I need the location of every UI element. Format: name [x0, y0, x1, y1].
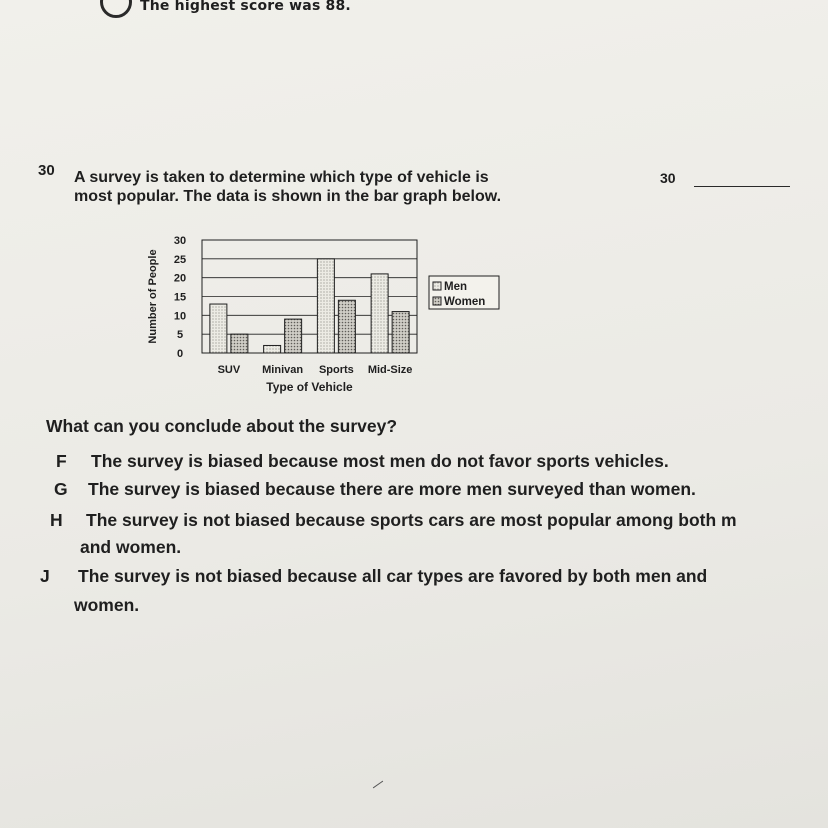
- option-text: The survey is biased because most men do not favor sports vehicles.: [91, 451, 669, 471]
- x-tick-label: Sports: [318, 364, 354, 376]
- question-line-1: A survey is taken to determine which type of vehicle is: [74, 169, 489, 186]
- option-letter: F: [56, 451, 67, 471]
- bar-minivan-men: [264, 345, 281, 353]
- y-tick-label: 5: [176, 329, 184, 342]
- bar-sports-women: [338, 300, 355, 353]
- legend-swatch: [433, 297, 441, 305]
- bar-sports-men: [317, 259, 334, 353]
- question-number: 30: [38, 162, 55, 179]
- question-text: [74, 168, 594, 206]
- option-text-cont: and women.: [80, 537, 182, 557]
- bar-suv-women: [231, 334, 248, 353]
- option-letter: J: [40, 566, 50, 586]
- y-tick-label: 25: [173, 253, 187, 266]
- option-text: The survey is biased because there are more men surveyed than women.: [88, 479, 696, 499]
- previous-answer-text: The highest score was 88.: [140, 0, 351, 14]
- y-axis-label: Number of People: [147, 249, 159, 344]
- pencil-mark: [373, 781, 383, 789]
- answer-circle: [100, 0, 132, 18]
- x-tick-label: SUV: [217, 364, 241, 376]
- y-tick-label: 30: [173, 235, 187, 247]
- question-prompt: What can you conclude about the survey?: [46, 416, 398, 436]
- vehicle-bar-chart: [140, 228, 520, 408]
- option-text-cont: women.: [74, 595, 140, 615]
- option-text: The survey is not biased because all car types are favored by both men and: [78, 566, 708, 586]
- option-letter: G: [54, 479, 68, 499]
- x-axis-label: Type of Vehicle: [266, 380, 353, 394]
- bar-minivan-women: [285, 319, 302, 353]
- bar-mid-size-women: [392, 312, 409, 353]
- bar-mid-size-men: [371, 274, 388, 353]
- y-tick-label: 15: [173, 291, 187, 304]
- answer-blank-line[interactable]: [694, 186, 790, 187]
- y-tick-label: 20: [173, 272, 187, 285]
- legend-label: Women: [444, 296, 486, 308]
- option-letter: H: [50, 510, 63, 530]
- option-text: The survey is not biased because sports cars are most popular among both m: [86, 510, 737, 530]
- y-tick-label: 0: [176, 348, 184, 360]
- x-tick-label: Mid-Size: [367, 364, 413, 376]
- y-tick-label: 10: [173, 310, 187, 323]
- x-tick-label: Minivan: [262, 364, 304, 376]
- legend-label: Men: [444, 281, 467, 293]
- answer-blank-label: 30: [660, 170, 676, 186]
- question-line-2: most popular. The data is shown in the bar graph below.: [74, 188, 502, 205]
- bar-suv-men: [210, 304, 227, 353]
- legend-swatch: [433, 282, 441, 290]
